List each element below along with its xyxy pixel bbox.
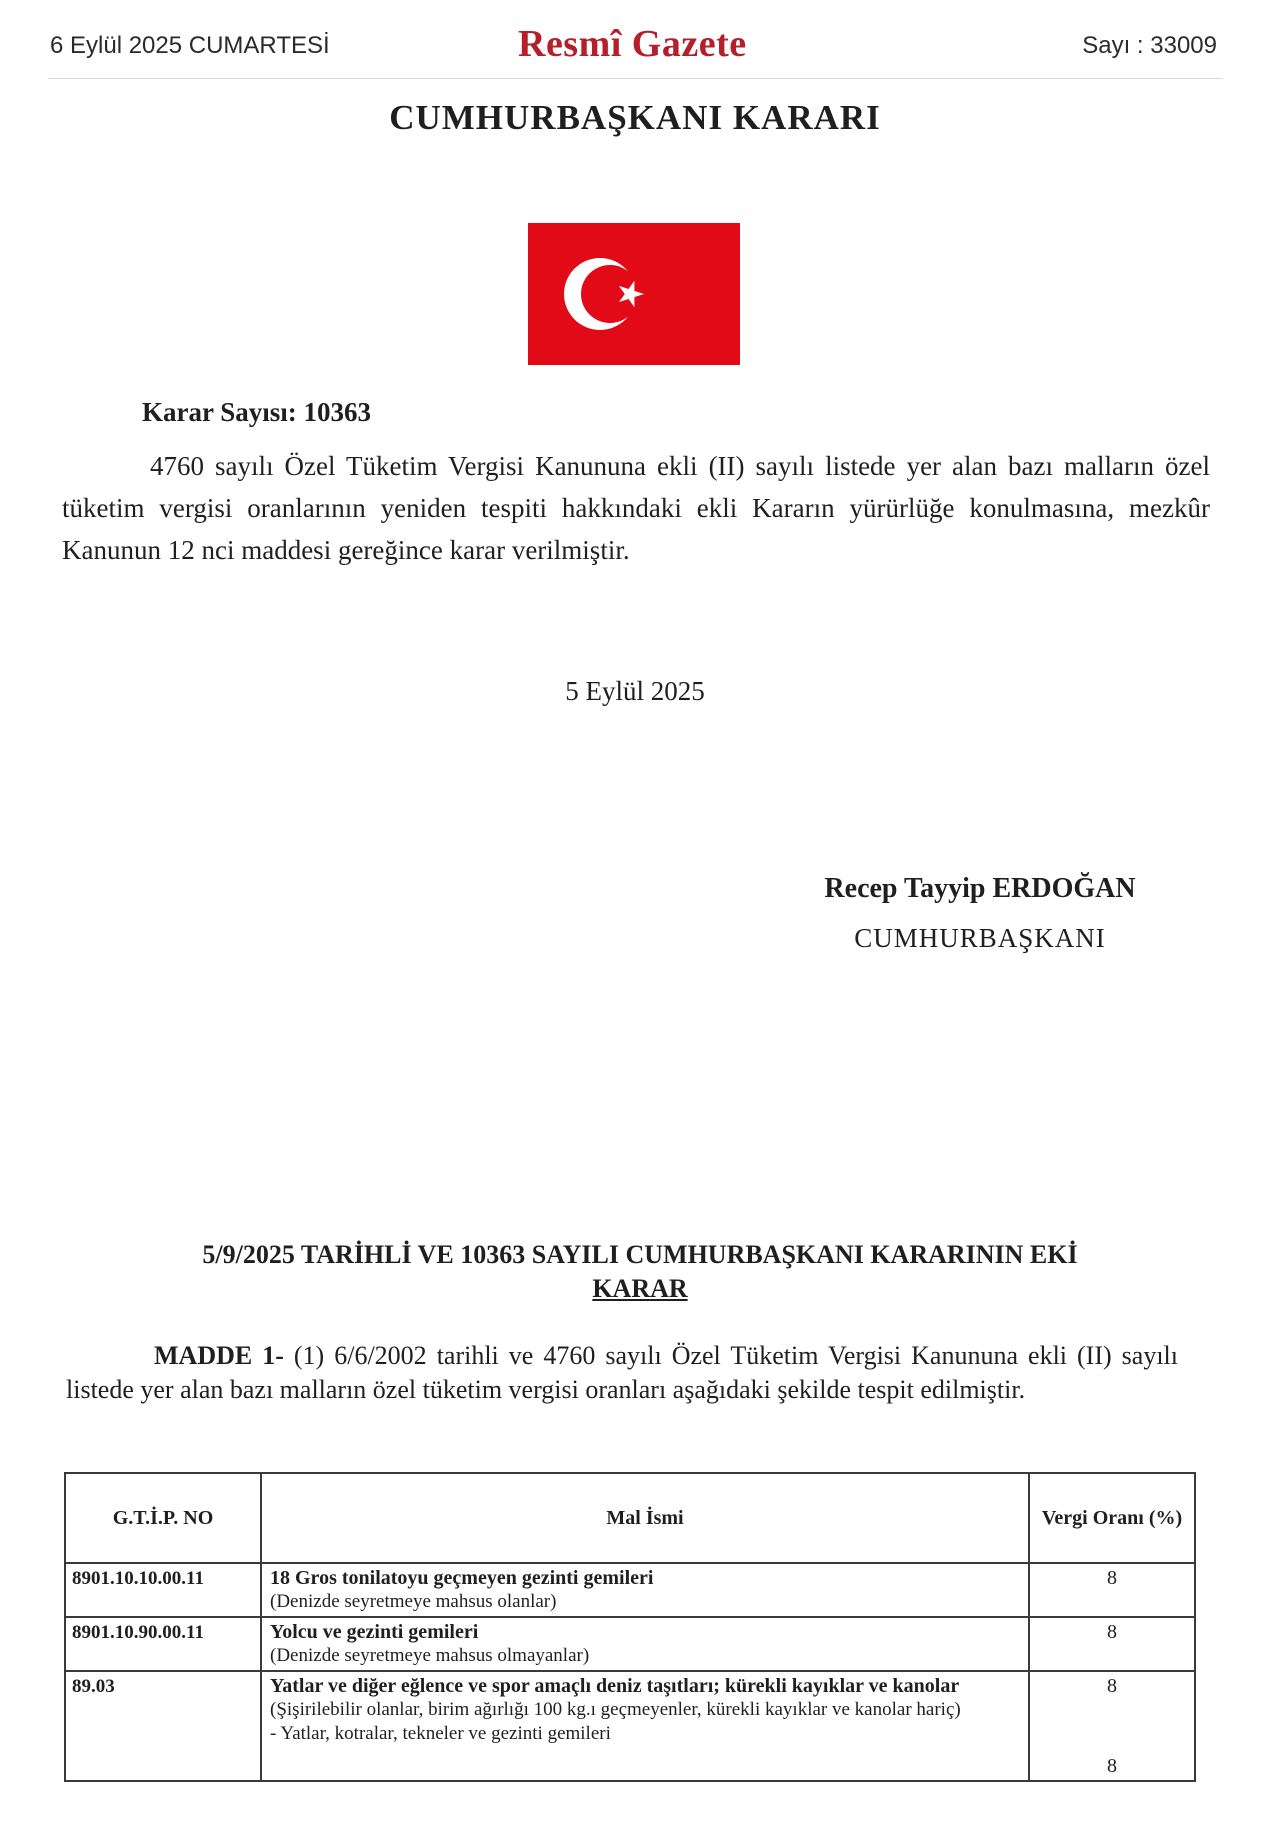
row-rate: 8 [1029,1563,1195,1617]
row-rate-cell [1029,1671,1195,1781]
publication-date: 6 Eylül 2025 CUMARTESİ [50,32,330,59]
article-lead: MADDE 1- [154,1341,284,1370]
signer-title: CUMHURBAŞKANI [854,923,1106,953]
row-rate: 8 [1107,1675,1117,1697]
row-code: 8901.10.90.00.11 [65,1617,261,1671]
row-note: (Denizde seyretmeye mahsus olanlar) [270,1591,557,1612]
table-header-row [65,1473,1195,1563]
row-description [261,1671,1029,1781]
gazette-header [48,22,1223,79]
annex-subtitle: KARAR [592,1274,688,1303]
annex-title-line: 5/9/2025 TARİHLİ VE 10363 SAYILI CUMHURBAŞKANI KARARININ EKİ [202,1240,1078,1269]
table-row [65,1617,1195,1671]
row-code: 89.03 [65,1671,261,1781]
row-code: 8901.10.10.00.11 [65,1563,261,1617]
table-row [65,1563,1195,1617]
article-1 [66,1339,1178,1407]
row-name: Yatlar ve diğer eğlence ve spor amaçlı deniz taşıtları; kürekli kayıklar ve kanolar [270,1675,960,1697]
decision-number: Karar Sayısı: 10363 [142,397,371,427]
decision-body: 4760 sayılı Özel Tüketim Vergisi Kanununa ekli (II) sayılı listede yer alan bazı malların özel tüketim vergisi oranlarının yeniden tespiti hakkındaki ekli Kararın yürürlüğe konulmasına, mezkûr Kanunun 12 nci maddesi gereğince karar verilmiştir. [62,451,1210,565]
turkish-flag-icon [528,223,740,365]
document-title: CUMHURBAŞKANI KARARI [389,98,881,137]
row-description [261,1617,1029,1671]
row-note: (Denizde seyretmeye mahsus olmayanlar) [270,1645,590,1666]
column-header-rate: Vergi Oranı (%) [1029,1473,1195,1563]
row-subitem: - Yatlar, kotralar, tekneler ve gezinti gemileri [270,1723,611,1744]
gazette-name: Resmî Gazete [518,23,747,65]
signer-name: Recep Tayyip ERDOĞAN [824,873,1136,904]
row-name: 18 Gros tonilatoyu geçmeyen gezinti gemileri [270,1567,654,1589]
article-text: (1) 6/6/2002 tarihli ve 4760 sayılı Özel Tüketim Vergisi Kanununa ekli (II) sayılı listede yer alan bazı malların özel tüketim vergisi oranları aşağıdaki şekilde tespit edilmiştir. [66,1341,1179,1404]
column-header-name: Mal İsmi [261,1473,1029,1563]
annex-title [120,1238,1160,1306]
row-name: Yolcu ve gezinti gemileri [270,1621,479,1643]
issue-number: Sayı : 33009 [1082,32,1217,59]
row-note: (Şişirilebilir olanlar, birim ağırlığı 100 kg.ı geçmeyenler, kürekli kayıklar ve kanolar hariç) [270,1699,961,1720]
row-subitem-rate: 8 [1107,1755,1117,1777]
table-row [65,1671,1195,1781]
row-description [261,1563,1029,1617]
signing-date: 5 Eylül 2025 [565,676,705,706]
row-rate: 8 [1029,1617,1195,1671]
column-header-code: G.T.İ.P. NO [65,1473,261,1563]
tax-rate-table [64,1472,1196,1782]
